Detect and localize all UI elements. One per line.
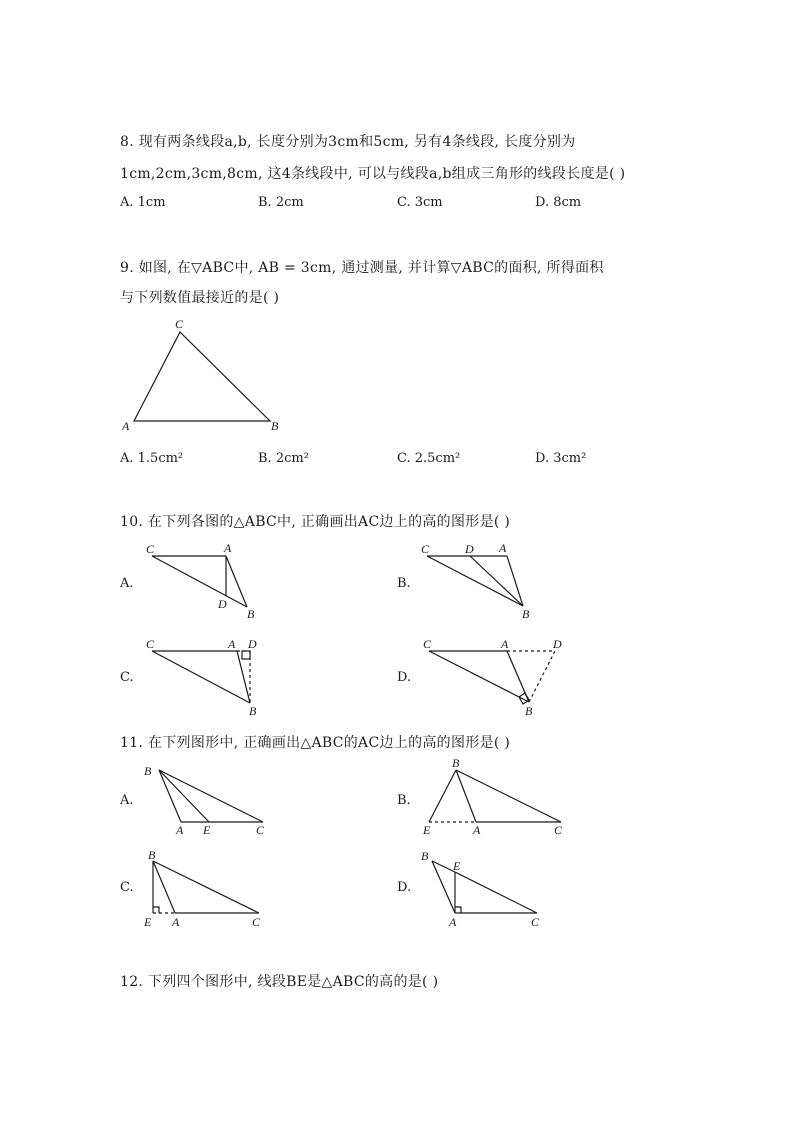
q8-option-d: D. 8cm <box>535 195 582 210</box>
q8-line2: 1cm,2cm,3cm,8cm, 这4条线段中, 可以与线段a,b组成三角形的线段长度是( ) <box>120 166 626 182</box>
q9-triangle-figure <box>120 315 290 435</box>
q10b-label-b: B <box>522 607 530 621</box>
q10b-label-c: C <box>421 542 430 556</box>
q11c-label-e: E <box>144 915 152 929</box>
q8-line1: 8. 现有两条线段a,b, 长度分别为3cm和5cm, 另有4条线段, 长度分别为 <box>120 134 576 150</box>
q11c-label-c: C <box>252 915 261 929</box>
q10d-label-a: A <box>501 637 509 651</box>
q9-option-c: C. 2.5cm² <box>397 451 461 466</box>
q11-option-b: B. <box>397 793 411 808</box>
triangle-abc <box>134 332 270 421</box>
q10b-label-d: D <box>465 542 474 556</box>
q11-figure-c <box>140 845 280 930</box>
q9-line2: 与下列数值最接近的是( ) <box>120 290 280 306</box>
q10-figure-d <box>415 635 575 720</box>
q10d-label-c: C <box>423 637 432 651</box>
vertex-a-label: A <box>122 419 130 433</box>
q10-line1: 10. 在下列各图的△ABC中, 正确画出AC边上的高的图形是( ) <box>120 514 511 530</box>
q10a-label-d: D <box>218 597 227 611</box>
q11-figure-b <box>415 755 575 840</box>
q11b-label-b: B <box>452 756 460 770</box>
q11b-label-a: A <box>473 823 481 837</box>
q12-line1: 12. 下列四个图形中, 线段BE是△ABC的高的是( ) <box>120 974 439 990</box>
q11-figure-a <box>140 760 280 840</box>
q10a-label-b: B <box>247 607 255 621</box>
q11b-label-e: E <box>423 823 431 837</box>
q11-line1: 11. 在下列图形中, 正确画出△ABC的AC边上的高的图形是( ) <box>120 735 511 751</box>
q9-option-b: B. 2cm² <box>258 451 309 466</box>
right-angle-mark <box>519 693 529 704</box>
q9-option-d: D. 3cm² <box>535 451 587 466</box>
q11a-label-b: B <box>144 764 152 778</box>
q10-option-a: A. <box>120 576 134 591</box>
q11a-label-e: E <box>203 823 211 837</box>
q10c-label-c: C <box>146 637 155 651</box>
q11-option-a: A. <box>120 793 134 808</box>
right-angle-mark <box>455 907 461 913</box>
q11d-label-a: A <box>449 915 457 929</box>
q11-figure-d <box>415 845 555 930</box>
q8-option-a: A. 1cm <box>120 195 166 210</box>
right-angle-mark <box>153 907 159 913</box>
q11a-label-a: A <box>176 823 184 837</box>
q10a-label-c: C <box>146 542 155 556</box>
q11d-label-e: E <box>453 859 461 873</box>
q10-option-c: C. <box>120 670 134 685</box>
q11d-label-c: C <box>531 915 540 929</box>
q10-option-d: D. <box>397 670 412 685</box>
q10b-label-a: A <box>499 541 507 555</box>
q9-option-a: A. 1.5cm² <box>120 451 184 466</box>
q8-option-c: C. 3cm <box>397 195 443 210</box>
q10-figure-b <box>415 538 545 623</box>
q11-option-d: D. <box>397 880 412 895</box>
vertex-b-label: B <box>271 419 279 433</box>
q10c-label-d: D <box>248 637 257 651</box>
q11b-label-c: C <box>554 823 563 837</box>
q9-line1: 9. 如图, 在▽ABC中, AB = 3cm, 通过测量, 并计算▽ABC的面积, 所得面积 <box>120 260 604 276</box>
q10c-label-a: A <box>228 637 236 651</box>
q10d-label-b: B <box>525 704 533 718</box>
q11-option-c: C. <box>120 880 134 895</box>
q11c-label-b: B <box>148 848 156 862</box>
q10-figure-c <box>140 635 270 720</box>
q10a-label-a: A <box>224 541 232 555</box>
q11d-label-b: B <box>421 849 429 863</box>
q11c-label-a: A <box>172 915 180 929</box>
q11a-label-c: C <box>256 823 265 837</box>
q10-figure-a <box>140 538 270 623</box>
vertex-c-label: C <box>175 317 184 331</box>
right-angle-mark <box>242 651 250 659</box>
q10d-label-d: D <box>553 637 562 651</box>
q8-option-b: B. 2cm <box>258 195 304 210</box>
q10-option-b: B. <box>397 576 411 591</box>
q10c-label-b: B <box>249 704 257 718</box>
